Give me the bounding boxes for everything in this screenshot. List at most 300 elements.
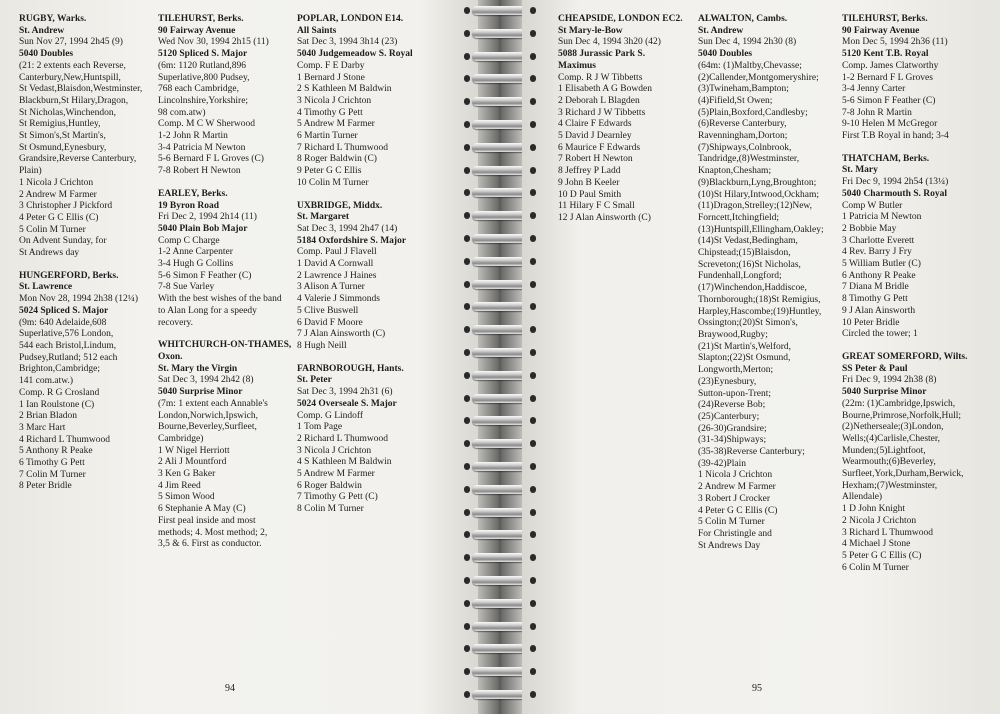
punch-hole (530, 531, 536, 538)
entry-heading-line: ALWALTON, Cambs. (698, 14, 788, 24)
entry-heading-line: Oxon. (158, 351, 183, 362)
entry-text-line: Chipstead;(15)Blaisdon, (698, 248, 791, 259)
entry-text-line: Comp. Paul J Flavell (297, 247, 377, 258)
left-column-3 (297, 14, 413, 516)
entry-heading-line: St. Andrew (19, 25, 65, 36)
entry-text-line: 10 D Paul Smith (558, 189, 622, 200)
punch-hole (464, 303, 470, 310)
spiral-coil (472, 52, 528, 61)
page-number-left: 94 (225, 683, 235, 694)
entry-text-line: 9 J Alan Ainsworth (842, 305, 916, 316)
entry-text-line: First peal inside and most (158, 515, 256, 526)
entry-separator (297, 190, 413, 201)
spiral-coil (472, 143, 528, 152)
entry-text-line: Grandsire,Reverse Canterbury, (19, 154, 137, 165)
entry-heading-line: POPLAR, LONDON E14. (297, 14, 404, 24)
entry-text-line: (35-38)Reverse Canterbury; (698, 447, 805, 458)
punch-hole (530, 554, 536, 561)
entry-text-line: 10 Peter Bridle (842, 317, 900, 328)
entry-text-line: 5-6 Bernard F L Groves (C) (158, 154, 264, 165)
entry-heading-line: 5024 Overseale S. Major (297, 398, 397, 409)
entry-text-line: 4 S Kathleen M Baldwin (297, 457, 392, 468)
punch-hole (464, 212, 470, 219)
punch-hole (464, 554, 470, 561)
entry-text-line: 1-2 Bernard F L Groves (842, 72, 933, 83)
entry-text-line: Screveton;(16)St Nicholas, (698, 259, 801, 270)
punch-hole (530, 417, 536, 424)
entry-text-line: 1 D John Knight (842, 504, 906, 515)
spiral-coil (472, 234, 528, 243)
entry-text-line: 7 Richard L Thumwood (297, 142, 389, 153)
entry-heading-line: 90 Fairway Avenue (158, 25, 236, 36)
left-column-1 (19, 14, 142, 493)
entry-heading-line: St. Peter (297, 375, 332, 386)
entry-text-line: 6 Stephanie A May (C) (158, 504, 246, 515)
entry-text-line: Sun Dec 4, 1994 2h30 (8) (698, 37, 797, 48)
punch-hole (464, 417, 470, 424)
punch-hole (530, 372, 536, 379)
entry-text-line: (26-30)Grandsire; (698, 423, 767, 434)
entry-text-line: (24)Reverse Bob; (698, 400, 766, 411)
entry-heading-line: SS Peter & Paul (842, 363, 908, 374)
entry-text-line: 7-8 John R Martin (842, 107, 912, 118)
entry-text-line: Superlative,576 London, (19, 329, 114, 340)
entry-text-line: 2 Richard L Thumwood (297, 433, 389, 444)
entry-text-line: 10 Colin M Turner (297, 177, 369, 188)
entry-text-line: methods; 4. Most method; 2, (158, 527, 268, 538)
entry-text-line: 1 W Nigel Herriott (158, 445, 230, 456)
entry-text-line: (11)Dragon,Strelley;(12)New, (698, 201, 813, 212)
punch-hole (464, 372, 470, 379)
entry-text-line: 4 Jim Reed (158, 480, 201, 491)
right-column-3 (842, 14, 967, 574)
entry-text-line: St Andrews day (19, 248, 80, 259)
entry-text-line: London,Norwich,Ipswich, (158, 410, 258, 421)
entry-heading-line: St Mary-le-Bow (558, 25, 623, 36)
entry-text-line: Wearmouth;(6)Beverley, (842, 457, 936, 468)
entry-heading-line: Maximus (558, 60, 596, 71)
entry-heading-line: 5040 Doubles (19, 49, 74, 60)
left-column-2 (158, 14, 291, 551)
entry-text-line: 5 William Butler (C) (842, 259, 921, 270)
spiral-coil (472, 6, 528, 15)
entry-text-line: 3-4 Hugh G Collins (158, 259, 234, 270)
entry-text-line: Sat Dec 3, 1994 3h14 (23) (297, 37, 398, 48)
punch-hole (530, 577, 536, 584)
entry-text-line: 1-2 Anne Carpenter (158, 247, 233, 258)
entry-text-line: Brighton,Cambridge; (19, 364, 101, 375)
entry-text-line: 768 each Cambridge, (158, 84, 239, 95)
entry-text-line: Fundenhall,Longford; (698, 271, 782, 282)
entry-separator (842, 341, 967, 352)
entry-text-line: to Alan Long for a speedy (158, 305, 257, 316)
entry-text-line: 4 Valerie J Simmonds (297, 294, 380, 305)
spiral-coil (472, 280, 528, 289)
punch-hole (464, 121, 470, 128)
entry-text-line: Sun Nov 27, 1994 2h45 (9) (19, 37, 123, 48)
entry-heading-line: THATCHAM, Berks. (842, 153, 930, 164)
entry-text-line: 2 Nicola J Crichton (842, 515, 917, 526)
entry-text-line: 8 Peter Bridle (19, 481, 72, 492)
entry-text-line: Bourne,Primrose,Norfolk,Hull; (842, 410, 962, 421)
punch-hole (530, 303, 536, 310)
entry-text-line: 8 Timothy G Pett (842, 294, 908, 305)
entry-text-line: 4 Michael J Stone (842, 539, 911, 550)
punch-hole (464, 645, 470, 652)
entry-text-line: 7-8 Robert H Newton (158, 166, 241, 177)
entry-text-line: 1 Nicola J Crichton (698, 470, 773, 481)
entry-text-line: 4 Peter G C Ellis (C) (698, 505, 778, 516)
entry-text-line: (6m: 1120 Rutland,896 (158, 60, 247, 71)
entry-text-line: First T.B Royal in hand; 3-4 (842, 131, 949, 142)
spiral-coil (472, 667, 528, 676)
entry-text-line: 3 Nicola J Crichton (297, 445, 372, 456)
entry-text-line: 8 Hugh Neill (297, 340, 347, 351)
entry-text-line: (31-34)Shipways; (698, 435, 767, 446)
entry-text-line: Comp C Charge (158, 235, 220, 246)
entry-text-line: 2 Brian Bladon (19, 411, 78, 422)
entry-text-line: (39-42)Plain (698, 458, 747, 469)
entry-heading-line: St. Mary (842, 165, 878, 176)
punch-hole (464, 463, 470, 470)
punch-hole (530, 121, 536, 128)
entry-text-line: Sat Dec 3, 1994 2h47 (14) (297, 223, 398, 234)
spiral-coil (472, 74, 528, 83)
entry-text-line: Canterbury,New,Huntspill, (19, 72, 121, 83)
punch-hole (464, 258, 470, 265)
entry-text-line: (2)Callender,Montgomeryshire; (698, 72, 819, 83)
punch-hole (464, 189, 470, 196)
entry-heading-line: 5088 Jurassic Park S. (558, 49, 646, 60)
entry-text-line: 4 Timothy G Pett (297, 107, 363, 118)
entry-text-line: 4 Rev. Barry J Fry (842, 247, 912, 258)
entry-text-line: 1 Nicola J Crichton (19, 177, 94, 188)
entry-text-line: (23)Eynesbury, (698, 376, 757, 387)
entry-text-line: St Vedast,Blaisdon,Westminster, (19, 84, 143, 95)
entry-heading-line: FARNBOROUGH, Hants. (297, 363, 404, 374)
entry-text-line: (9)Blackburn,Lyng,Broughton; (698, 177, 817, 188)
entry-heading-line: 5024 Spliced S. Major (19, 305, 109, 316)
entry-text-line: 3 Robert J Crocker (698, 493, 771, 504)
entry-text-line: 7 Colin M Turner (19, 469, 86, 480)
entry-text-line: Cambridge) (158, 433, 204, 444)
entry-text-line: Fri Dec 9, 1994 2h54 (13¼) (842, 177, 949, 188)
entry-heading-line: 5040 Doubles (698, 49, 753, 60)
right-page (522, 0, 1000, 714)
punch-hole (464, 281, 470, 288)
entry-text-line: Slapton;(22)St Osmund, (698, 353, 791, 364)
entry-text-line: Sat Dec 3, 1994 2h42 (8) (158, 375, 254, 386)
page-number-right: 95 (752, 683, 762, 694)
entry-text-line: (6)Reverse Canterbury, (698, 119, 787, 130)
punch-hole (530, 668, 536, 675)
punch-hole (530, 440, 536, 447)
punch-hole (530, 98, 536, 105)
entry-text-line: 6 Maurice F Edwards (558, 142, 641, 153)
entry-text-line: (13)Huntspill,Ellingham,Oakley; (698, 224, 824, 235)
spiral-coil (472, 576, 528, 585)
entry-heading-line: UXBRIDGE, Middx. (297, 200, 383, 211)
punch-hole (464, 7, 470, 14)
entry-heading-line: All Saints (297, 25, 337, 36)
spiral-coil (472, 97, 528, 106)
entry-text-line: Wed Nov 30, 1994 2h15 (11) (158, 37, 269, 48)
entry-heading-line: 19 Byron Road (158, 200, 220, 211)
entry-text-line: 6 David F Moore (297, 317, 363, 328)
entry-text-line: 3 Marc Hart (19, 422, 66, 433)
entry-text-line: St Nicholas,Winchendon, (19, 107, 116, 118)
entry-text-line: 1 Bernard J Stone (297, 72, 365, 83)
punch-hole (530, 7, 536, 14)
spiral-coil (472, 439, 528, 448)
entry-text-line: (9m: 640 Adelaide,608 (19, 317, 107, 328)
punch-hole (530, 258, 536, 265)
entry-text-line: 98 com.atw) (158, 107, 206, 118)
entry-text-line: Fri Dec 9, 1994 2h38 (8) (842, 375, 937, 386)
entry-heading-line: GREAT SOMERFORD, Wilts. (842, 351, 968, 362)
entry-text-line: 8 Jeffrey P Ladd (558, 166, 621, 177)
entry-separator (158, 329, 291, 340)
entry-separator (842, 143, 967, 154)
punch-hole (530, 395, 536, 402)
entry-text-line: Ossington;(20)St Simon's, (698, 318, 798, 329)
entry-text-line: Pudsey,Rutland; 512 each (19, 352, 118, 363)
entry-text-line: Wells;(4)Carlisle,Chester, (842, 433, 941, 444)
entry-text-line: On Advent Sunday, for (19, 236, 107, 247)
punch-hole (464, 623, 470, 630)
entry-text-line: Allendale) (842, 492, 883, 503)
spiral-coil (472, 644, 528, 653)
entry-heading-line: 5040 Judgemeadow S. Royal (297, 49, 413, 60)
punch-hole (464, 98, 470, 105)
entry-text-line: (21)St Martin's,Welford, (698, 341, 792, 352)
punch-hole (530, 235, 536, 242)
entry-text-line: 5 Andrew M Farmer (297, 119, 375, 130)
entry-text-line: 2 S Kathleen M Baldwin (297, 84, 392, 95)
entry-text-line: St Andrews Day (698, 540, 761, 551)
punch-hole (530, 189, 536, 196)
spiral-coil (472, 690, 528, 699)
entry-separator (297, 353, 413, 364)
entry-text-line: 3 Christopher J Pickford (19, 201, 113, 212)
entry-text-line: With the best wishes of the band (158, 294, 282, 305)
entry-text-line: 9 John B Keeler (558, 177, 620, 188)
entry-text-line: 141 com.atw.) (19, 376, 73, 387)
punch-hole (464, 167, 470, 174)
entry-text-line: 5 Peter G C Ellis (C) (842, 550, 922, 561)
right-column-1 (558, 14, 683, 225)
spiral-coil (472, 257, 528, 266)
spiral-coil (472, 485, 528, 494)
entry-text-line: Superlative,800 Pudsey, (158, 72, 250, 83)
entry-heading-line: 5120 Kent T.B. Royal (842, 49, 929, 60)
entry-text-line: St Remigius,Huntley, (19, 119, 101, 130)
entry-text-line: Fri Dec 2, 1994 2h14 (11) (158, 212, 257, 223)
punch-hole (464, 235, 470, 242)
entry-text-line: Comp. M C W Sherwood (158, 119, 256, 130)
entry-text-line: Harpley,Hascombe;(19)Huntley, (698, 306, 822, 317)
entry-heading-line: 90 Fairway Avenue (842, 25, 920, 36)
entry-text-line: 3 Alison A Turner (297, 282, 365, 293)
entry-text-line: 7 Timothy G Pett (C) (297, 492, 378, 503)
entry-separator (19, 260, 142, 271)
spiral-coil (472, 416, 528, 425)
punch-hole (530, 645, 536, 652)
entry-text-line: Mon Nov 28, 1994 2h38 (12¼) (19, 294, 139, 305)
spiral-coil (472, 166, 528, 175)
entry-text-line: Comp. R G Crosland (19, 387, 100, 398)
entry-text-line: 5 Colin M Turner (19, 224, 86, 235)
entry-text-line: 2 Ali J Mountford (158, 457, 227, 468)
spiral-coil (472, 622, 528, 631)
entry-heading-line: St. Margaret (297, 212, 350, 223)
entry-text-line: 2 Lawrence J Haines (297, 270, 377, 281)
punch-hole (464, 691, 470, 698)
entry-text-line: (4)Fifield,St Owen; (698, 95, 773, 106)
entry-text-line: Ravenningham,Dorton; (698, 131, 788, 142)
entry-text-line: (3)Twineham,Bampton; (698, 84, 789, 95)
spiral-coil (472, 211, 528, 220)
entry-text-line: Comp. R J W Tibbetts (558, 72, 643, 83)
spiral-coil (472, 302, 528, 311)
entry-heading-line: 5184 Oxfordshire S. Major (297, 235, 407, 246)
entry-text-line: Lincolnshire,Yorkshire; (158, 95, 249, 106)
spiral-coil (472, 530, 528, 539)
entry-text-line: 3 Charlotte Everett (842, 235, 915, 246)
entry-text-line: 1 Ian Roulstone (C) (19, 399, 95, 410)
punch-hole (530, 691, 536, 698)
entry-text-line: (7m: 1 extent each Annable's (158, 398, 268, 409)
punch-hole (530, 509, 536, 516)
entry-text-line: 1 Tom Page (297, 422, 343, 433)
entry-text-line: 3 Richard J W Tibbetts (558, 107, 646, 118)
entry-text-line: 6 Roger Baldwin (297, 480, 362, 491)
entry-text-line: 7 Robert H Newton (558, 154, 633, 165)
right-column-2 (698, 14, 824, 552)
entry-text-line: recovery. (158, 317, 193, 328)
entry-text-line: For Christingle and (698, 528, 772, 539)
entry-text-line: 6 Martin Turner (297, 131, 358, 142)
entry-text-line: 1 David A Cornwall (297, 259, 374, 270)
entry-text-line: 9-10 Helen M McGregor (842, 119, 938, 130)
punch-hole (530, 212, 536, 219)
entry-heading-line: 5120 Spliced S. Major (158, 49, 248, 60)
entry-text-line: Thornborough;(18)St Remigius, (698, 294, 821, 305)
punch-hole (530, 53, 536, 60)
entry-text-line: 7-8 Sue Varley (158, 282, 215, 293)
entry-text-line: 2 Andrew M Farmer (19, 189, 97, 200)
entry-text-line: Sun Dec 4, 1994 3h20 (42) (558, 37, 661, 48)
entry-text-line: 6 Anthony R Peake (842, 270, 916, 281)
entry-text-line: (2)Netherseale;(3)London, (842, 422, 944, 433)
entry-heading-line: EARLEY, Berks. (158, 188, 228, 199)
entry-text-line: Forncett,Itchingfield; (698, 212, 779, 223)
punch-hole (530, 30, 536, 37)
entry-text-line: 8 Roger Baldwin (C) (297, 154, 377, 165)
entry-text-line: (64m: (1)Maltby,Chevasse; (698, 60, 802, 71)
spiral-coil (472, 325, 528, 334)
entry-heading-line: CHEAPSIDE, LONDON EC2. (558, 14, 683, 24)
spiral-coil (472, 599, 528, 608)
punch-hole (464, 509, 470, 516)
entry-text-line: (5)Plain,Boxford,Candlesby; (698, 107, 808, 118)
punch-hole (464, 30, 470, 37)
entry-text-line: 2 Deborah L Blagden (558, 95, 640, 106)
entry-text-line: Blackburn,St Hilary,Dragon, (19, 95, 129, 106)
entry-text-line: 3,5 & 6. First as conductor. (158, 539, 262, 550)
entry-text-line: 3-4 Jenny Carter (842, 84, 906, 95)
entry-text-line: (14)St Vedast,Bedingham, (698, 236, 798, 247)
entry-text-line: Hexham;(7)Westminster, (842, 480, 938, 491)
punch-hole (530, 167, 536, 174)
entry-text-line: Mon Dec 5, 1994 2h36 (11) (842, 37, 948, 48)
entry-heading-line: 5040 Surprise Minor (158, 387, 243, 398)
entry-heading-line: RUGBY, Warks. (19, 14, 87, 24)
entry-text-line: (10)St Hilary,Intwood,Ockham; (698, 189, 820, 200)
entry-heading-line: HUNGERFORD, Berks. (19, 270, 119, 281)
entry-text-line: Comp. James Clatworthy (842, 60, 939, 71)
entry-text-line: 5 Andrew M Farmer (297, 469, 375, 480)
entry-text-line: 1-2 John R Martin (158, 131, 228, 142)
entry-heading-line: St. Lawrence (19, 282, 73, 293)
entry-heading-line: TILEHURST, Berks. (842, 14, 928, 24)
entry-text-line: (25)Canterbury; (698, 411, 760, 422)
punch-hole (530, 463, 536, 470)
entry-text-line: 11 Hilary F C Small (558, 201, 635, 212)
entry-text-line: 2 Bobbie May (842, 223, 897, 234)
punch-hole (464, 668, 470, 675)
entry-text-line: (21: 2 extents each Reverse, (19, 60, 126, 71)
spiral-coil (472, 348, 528, 357)
entry-separator (158, 178, 291, 189)
entry-heading-line: WHITCHURCH-ON-THAMES, (158, 340, 292, 351)
punch-hole (464, 53, 470, 60)
entry-text-line: Comp. F E Darby (297, 60, 365, 71)
entry-text-line: Bourne,Beverley,Surfleet, (158, 422, 257, 433)
entry-text-line: Plain) (19, 166, 42, 177)
entry-text-line: 1 Patricia M Newton (842, 212, 922, 223)
entry-text-line: Circled the tower; 1 (842, 329, 918, 340)
entry-text-line: 4 Peter G C Ellis (C) (19, 212, 99, 223)
entry-text-line: 5 Simon Wood (158, 492, 215, 503)
entry-text-line: Sat Dec 3, 1994 2h31 (6) (297, 387, 393, 398)
spiral-coil (472, 462, 528, 471)
entry-text-line: St Osmund,Eynesbury, (19, 142, 107, 153)
entry-text-line: (22m: (1)Cambridge,Ipswich, (842, 398, 956, 409)
punch-hole (464, 144, 470, 151)
entry-text-line: Tandridge,(8)Westminster, (698, 154, 800, 165)
entry-text-line: Sutton-upon-Trent; (698, 388, 772, 399)
spiral-coil (472, 508, 528, 517)
left-page (0, 0, 478, 714)
entry-text-line: 5 Clive Buswell (297, 305, 359, 316)
punch-hole (464, 600, 470, 607)
entry-text-line: Knapton,Chesham; (698, 166, 772, 177)
spiral-coil (472, 29, 528, 38)
entry-text-line: 3-4 Patricia M Newton (158, 142, 246, 153)
entry-text-line: (17)Winchendon,Haddiscoe, (698, 283, 807, 294)
entry-text-line: 8 Colin M Turner (297, 504, 364, 515)
entry-text-line: 5 Anthony R Peake (19, 446, 93, 457)
spiral-coil (472, 371, 528, 380)
punch-hole (464, 395, 470, 402)
punch-hole (530, 144, 536, 151)
punch-hole (530, 75, 536, 82)
entry-text-line: 5-6 Simon F Feather (C) (158, 270, 252, 281)
entry-text-line: 5 Colin M Turner (698, 517, 765, 528)
spiral-coil (472, 394, 528, 403)
entry-text-line: 12 J Alan Ainsworth (C) (558, 212, 651, 223)
